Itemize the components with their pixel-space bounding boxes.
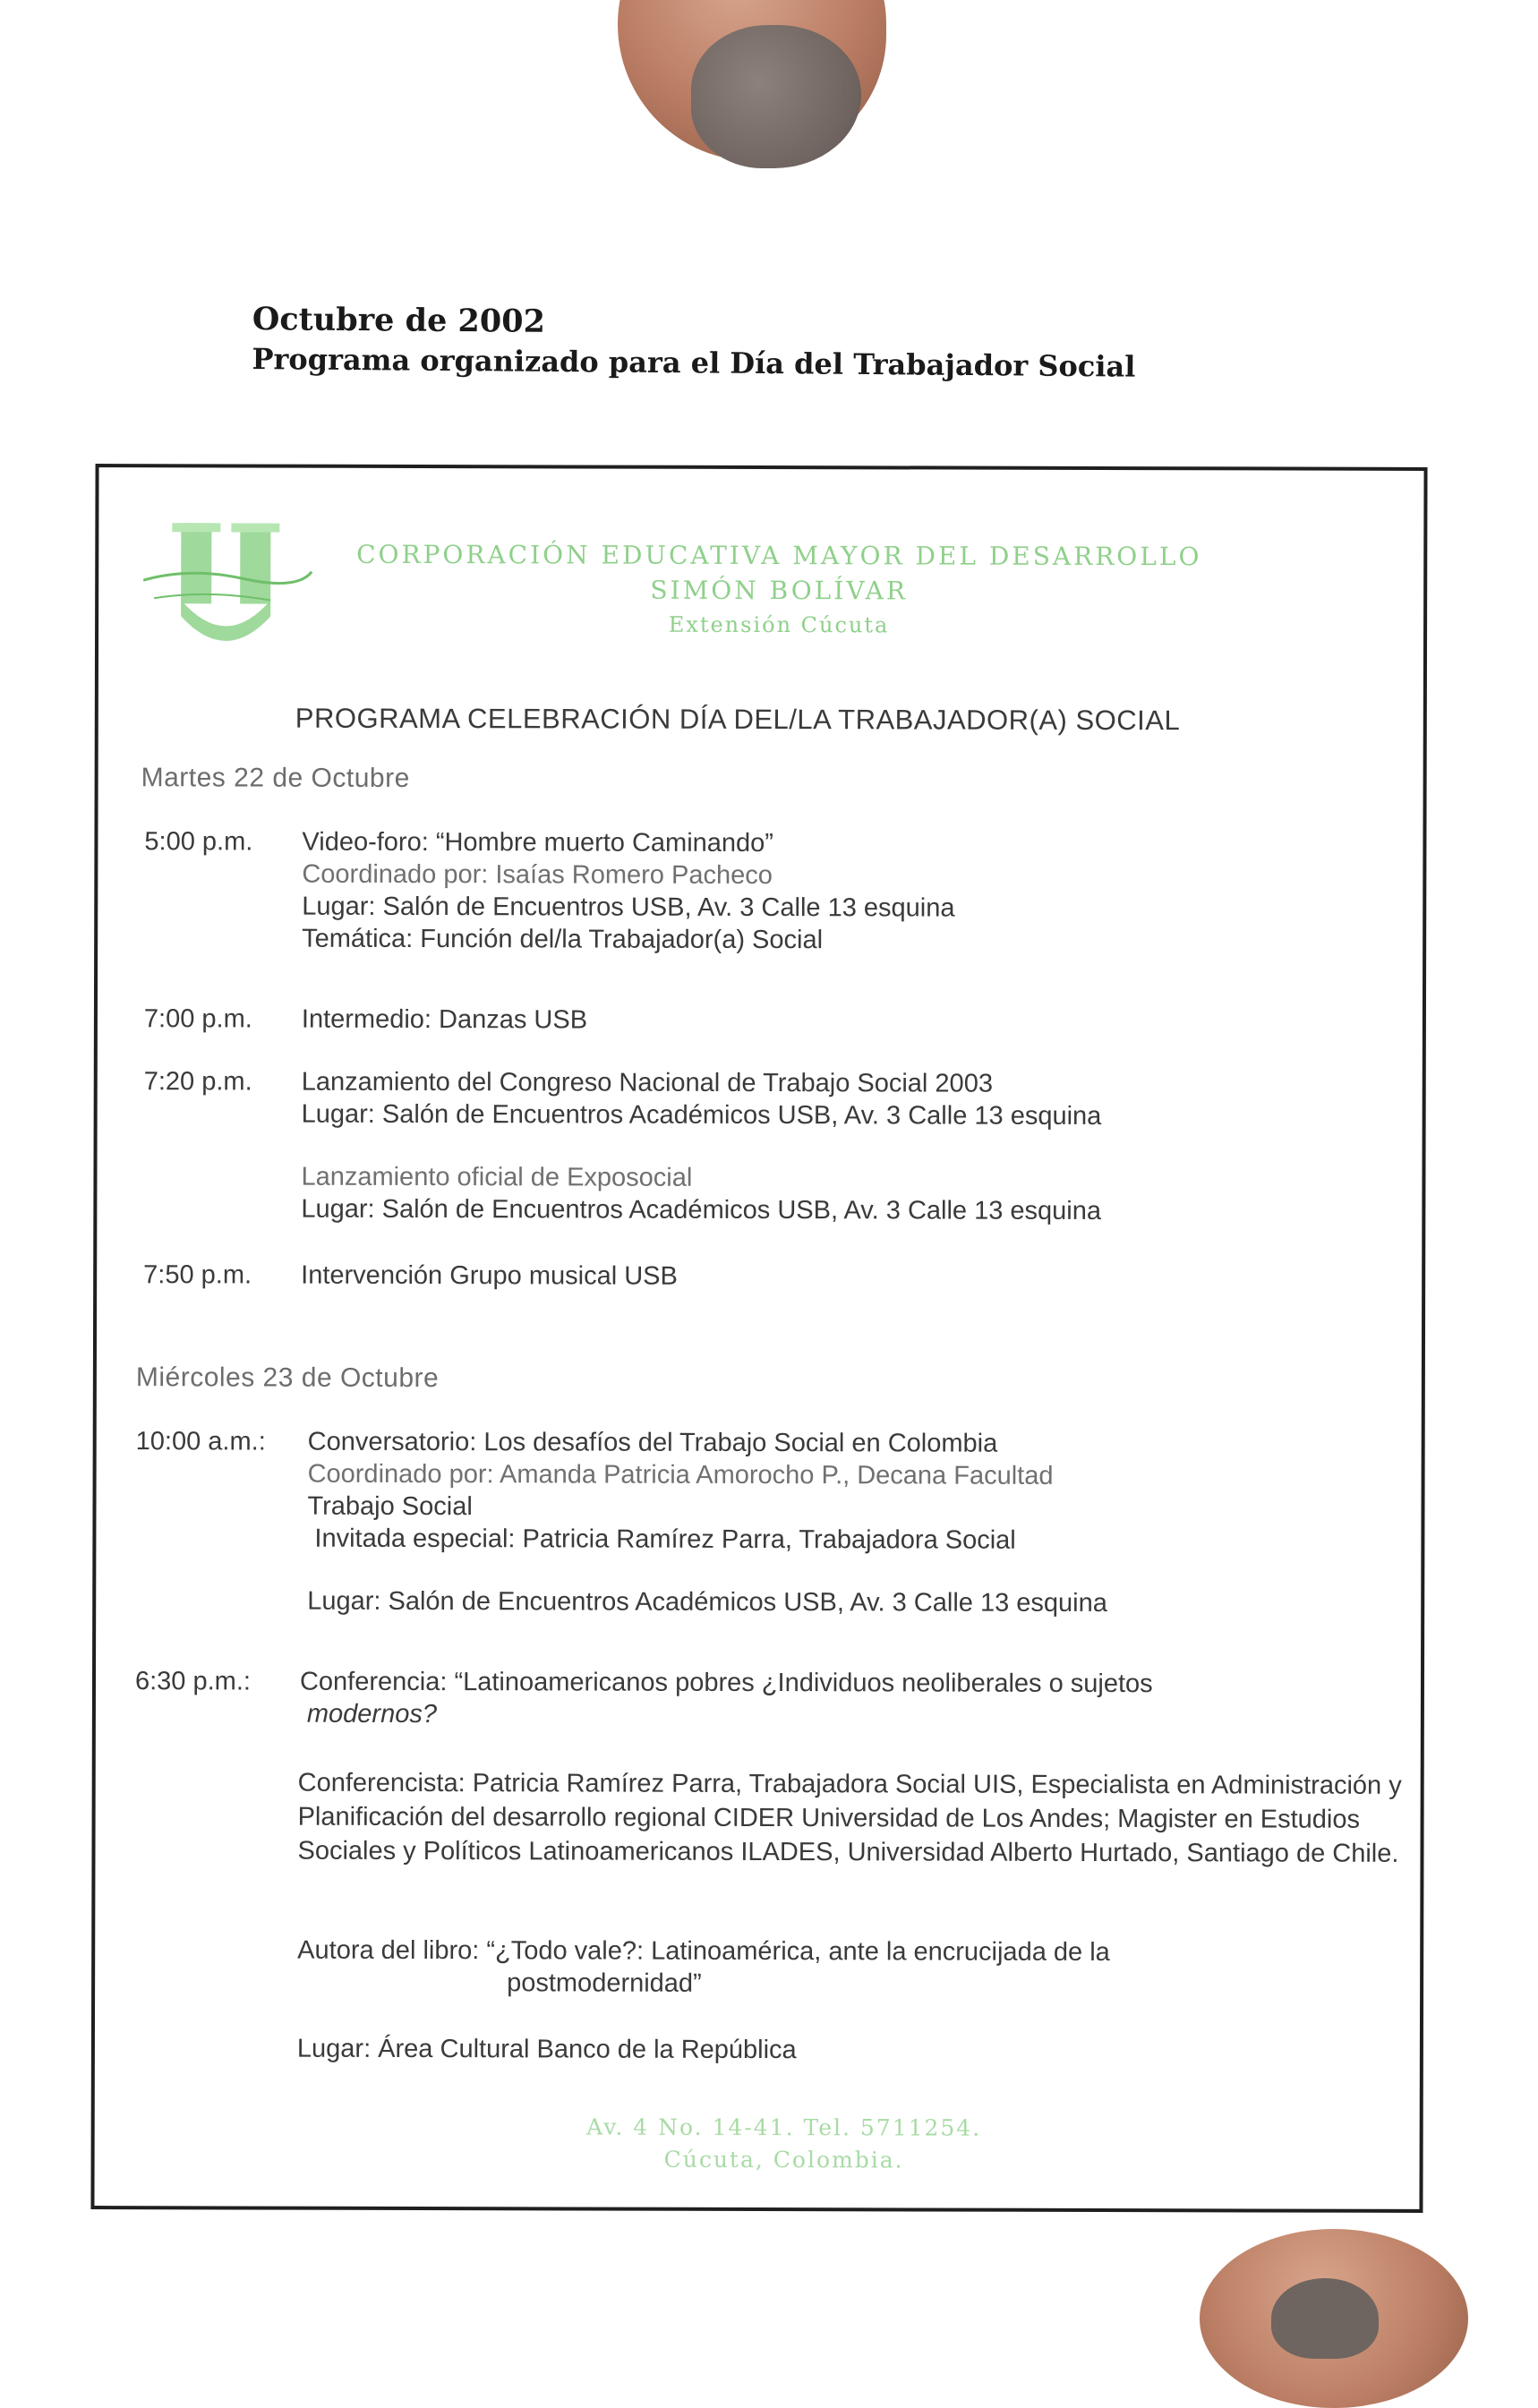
header-date: Octubre de 2002 bbox=[252, 300, 546, 340]
event-line: Invitada especial: Patricia Ramírez Parra, Trabajadora Social bbox=[314, 1524, 1016, 1555]
event-line: modernos? bbox=[306, 1699, 438, 1729]
event-line: Lugar: Salón de Encuentros USB, Av. 3 Calle 13 esquina bbox=[302, 892, 955, 923]
program-document bbox=[90, 464, 1427, 2213]
event-line: Trabajo Social bbox=[307, 1491, 473, 1522]
thumbnail-bottom bbox=[1271, 2278, 1379, 2359]
letterhead-footer bbox=[516, 2111, 1053, 2177]
event-line: Conversatorio: Los desafíos del Trabajo Social en Colombia bbox=[307, 1427, 998, 1458]
event-time: 7:00 p.m. bbox=[143, 1004, 252, 1034]
event-line: postmodernidad” bbox=[507, 1968, 702, 1998]
event-line: Lanzamiento del Congreso Nacional de Trabajo Social 2003 bbox=[301, 1067, 994, 1098]
event-line: Conferencia: “Latinoamericanos pobres ¿Individuos neoliberales o sujetos bbox=[299, 1667, 1153, 1699]
thumbnail-top bbox=[691, 25, 861, 168]
event-line: Lugar: Área Cultural Banco de la República bbox=[296, 2034, 797, 2065]
usb-logo-icon bbox=[136, 517, 315, 653]
event-time: 7:50 p.m. bbox=[143, 1260, 252, 1290]
day-heading-wednesday: Miércoles 23 de Octubre bbox=[135, 1362, 440, 1394]
event-time: 7:20 p.m. bbox=[143, 1067, 252, 1097]
event-line: Temática: Función del/la Trabajador(a) Social bbox=[302, 924, 824, 955]
event-paragraph: Conferencista: Patricia Ramírez Parra, Trabajadora Social UIS, Especialista en Administración y Planificación del desarrollo regional CIDER Universidad de Los Andes; Magister en Estudios Sociales y Políticos Latinoamericanos ILADES, Universidad Alberto Hurtado, Santiago de Chile. bbox=[297, 1768, 1402, 1868]
day-heading-tuesday: Martes 22 de Octubre bbox=[141, 763, 410, 793]
event-time: 5:00 p.m. bbox=[144, 827, 253, 857]
event-line: Lugar: Salón de Encuentros Académicos USB, Av. 3 Calle 13 esquina bbox=[301, 1194, 1102, 1225]
event-line: Lanzamiento oficial de Exposocial bbox=[301, 1162, 693, 1192]
letterhead bbox=[331, 538, 1226, 643]
event-line: Lugar: Salón de Encuentros Académicos USB, Av. 3 Calle 13 esquina bbox=[307, 1586, 1107, 1618]
event-time: 10:00 a.m.: bbox=[135, 1427, 266, 1456]
footer-address: Av. 4 No. 14-41. Tel. 5711254. bbox=[586, 2113, 982, 2141]
letterhead-name: SIMÓN BOLÍVAR bbox=[650, 575, 909, 606]
event-line: Intervención Grupo musical USB bbox=[301, 1260, 678, 1291]
letterhead-extension: Extensión Cúcuta bbox=[668, 611, 890, 638]
letterhead-institution: CORPORACIÓN EDUCATIVA MAYOR DEL DESARROLLO bbox=[356, 539, 1202, 572]
event-line: Video-foro: “Hombre muerto Caminando” bbox=[302, 827, 774, 858]
page-header bbox=[252, 300, 1136, 387]
event-line: Coordinado por: Amanda Patricia Amorocho P., Decana Facultad bbox=[307, 1459, 1054, 1490]
footer-city: Cúcuta, Colombia. bbox=[663, 2146, 904, 2173]
header-subtitle: Programa organizado para el Día del Trabajador Social bbox=[252, 341, 1136, 384]
event-line: Intermedio: Danzas USB bbox=[301, 1004, 588, 1035]
event-line: Lugar: Salón de Encuentros Académicos USB, Av. 3 Calle 13 esquina bbox=[301, 1099, 1102, 1131]
event-line: Autora del libro: “¿Todo vale?: Latinoamérica, ante la encrucijada de la bbox=[297, 1935, 1110, 1968]
event-time: 6:30 p.m.: bbox=[134, 1667, 252, 1696]
program-title: PROGRAMA CELEBRACIÓN DÍA DEL/LA TRABAJADOR(A) SOCIAL bbox=[295, 702, 1181, 737]
event-line: Coordinado por: Isaías Romero Pacheco bbox=[302, 859, 773, 891]
